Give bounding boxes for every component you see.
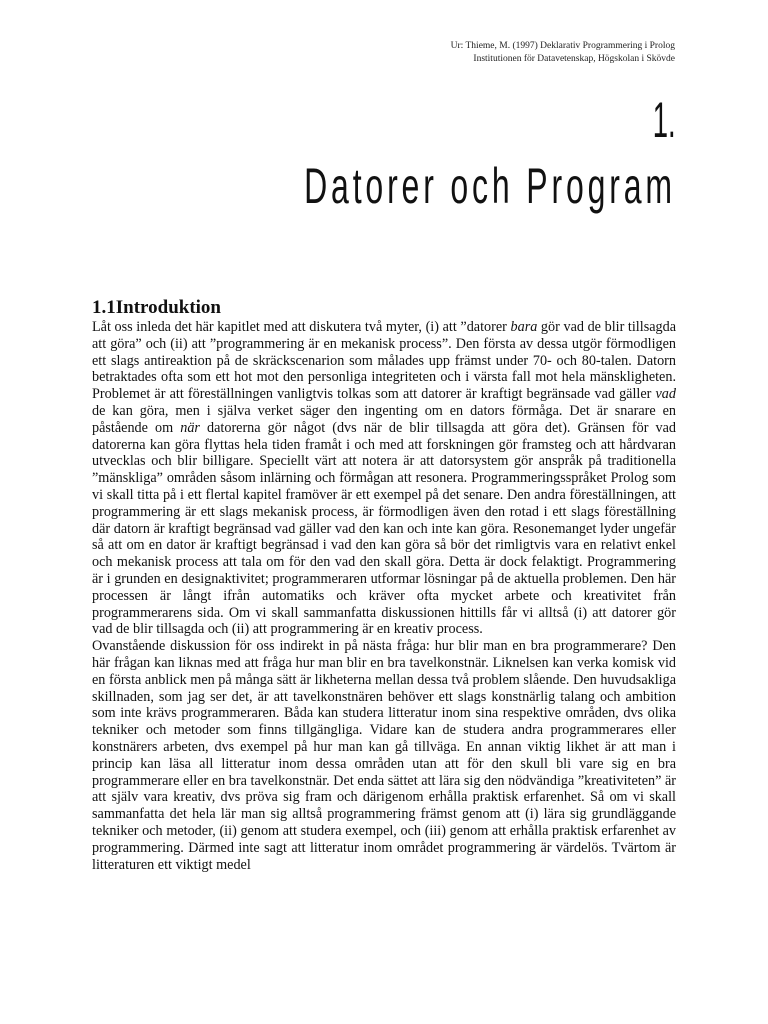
paragraph-1-text-c: de kan göra, men i själva verket säger den ingenting om en dators förmåga. Det är snarare en påstående om (92, 402, 676, 436)
chapter-title: Datorer och Program (304, 158, 676, 214)
emphasis-bara: bara (510, 319, 538, 335)
source-citation (451, 40, 675, 66)
citation-line-2: Institutionen för Datavetenskap, Högskolan i Skövde (473, 54, 675, 64)
citation-line-1: Ur: Thieme, M. (1997) Deklarativ Programmering i Prolog (450, 41, 675, 51)
paragraph-1-text-d: datorerna gör något (dvs när de blir tillsagda att göra det). Gränsen för vad datorerna kan göra flyttas hela tiden framåt i och med att forskningen gör framsteg och att hårdvaran utvecklas och blir billigare. Speciellt värt att notera är att datorsystem gör anspråk på traditionella ”mänskliga” områden såsom inlärning och förmågan att resonera. Programmeringsspråket Prolog som vi skall titta på i ett flertal kapitel framöver är ett exempel på det senare. Den andra föreställningen, att programmering är ett slags mekanisk process, är förmodligen även den rotad i ett slags föreställning där datorn är kraftigt begränsad vad gäller vad den kan och inte kan göra. Resonemanget lyder ungefär så att om en dator är kraftigt begränsad i vad den kan göra så bör det rimligtvis vara en relativt enkel och mekanisk process att tala om för den vad den skall göra. Detta är dock felaktigt. Programmering är i grunden en designaktivitet; programmeraren utformar lösningar på de aktuella problemen. Den här processen är långt ifrån automatiks och kräver ofta mycket arbete och kreativitet från programmerarens sida. Om vi skall sammanfatta diskussionen hittills får vi alltså (i) att datorer gör vad de blir tillsagda och (ii) att programmering är en kreativ process. (92, 419, 676, 638)
chapter-number: 1. (653, 92, 676, 148)
emphasis-vad: vad (655, 386, 676, 403)
section-heading: 1.1Introduktion (92, 297, 222, 318)
paragraph-1-text-b: gör vad de blir tillsagda att göra” och (ii) att ”programmering är en mekanisk process”. Den första av dessa utgör förmodligen ett slags antireaktion på de skräckscenarion som målades upp främst under 70- och 80-talen. Datorn betraktades ofta som ett hot mot den personliga integriteten och i värsta fall mot hela mänskligheten. Problemet är att föreställningen vanligtvis tolkas som att datorer är kraftigt begränsade vad gäller (92, 319, 676, 403)
paragraph-1 (92, 319, 676, 638)
paragraph-1-text-a: Låt oss inleda det här kapitlet med att diskutera två myter, (i) att ”datorer (92, 319, 511, 335)
emphasis-nar: när (180, 419, 200, 436)
paragraph-2: Ovanstående diskussion för oss indirekt in på nästa fråga: hur blir man en bra programmerare? Den här frågan kan liknas med att fråga hur man blir en bra tavelkonstnär. Liknelsen kan verka komisk vid en första anblick men på många sätt är likheterna mellan dessa två problem slående. Den huvudsakliga skillnaden, som jag ser det, är att tavelkonstnären behöver ett slags konstnärlig talang och ambition som inte krävs programmeraren. Båda kan studera litteratur inom sina respektive områden, dvs olika tekniker och metoder som finns tillgängliga. Vidare kan de studera andra programmerares eller konstnärers arbeten, dvs exempel på hur man kan gå tillväga. En annan viktig likhet är att man i princip kan läsa all litteratur inom dessa områden utan att för den skull bli vare sig en bra programmerare eller en bra tavelkonstnär. Det enda sättet att lära sig den nödvändiga ”kreativiteten” är att själv vara kreativ, dvs pröva sig fram och därigenom erhålla praktisk erfarenhet. Så om vi skall sammanfatta det hela lär man sig alltså programmering främst genom att (i) lära sig grundläggande tekniker och metoder, (ii) genom att studera exempel, och (iii) genom att erhålla praktisk erfarenhet av programmering. Därmed inte sagt att litteratur inom området programmering är värdelös. Tvärtom är litteraturen ett viktigt medel (92, 638, 676, 873)
body-text (92, 319, 676, 873)
